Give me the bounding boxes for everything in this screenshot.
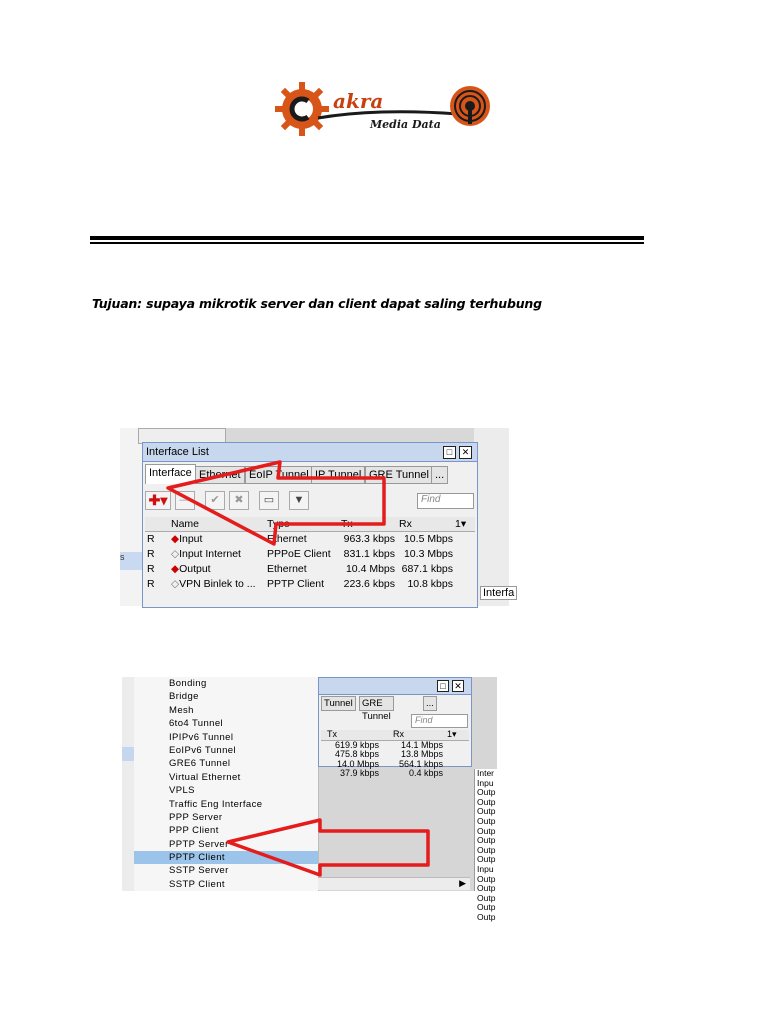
maximize-icon[interactable]: □ xyxy=(437,680,449,692)
menu-item[interactable]: EoIPv6 Tunnel xyxy=(169,744,236,756)
side-list-item[interactable]: Outp xyxy=(477,902,496,913)
row-type: Ethernet xyxy=(267,563,307,575)
row-rx: 564.1 kbps xyxy=(398,758,443,769)
tunnel-icon: ◇ xyxy=(171,548,180,560)
row-tx: 963.3 kbps xyxy=(343,533,395,545)
comment-button[interactable]: ▭ xyxy=(259,491,279,510)
row-tx: 223.6 kbps xyxy=(343,578,395,590)
side-list-item[interactable]: Outp xyxy=(477,806,496,817)
col-type[interactable]: Type xyxy=(267,518,290,530)
row-rx: 687.1 kbps xyxy=(401,563,453,575)
row-flag: R xyxy=(147,563,155,575)
find-input[interactable]: Find xyxy=(411,714,468,728)
side-list-item[interactable]: Outp xyxy=(477,815,496,826)
menu-item[interactable]: IPIPv6 Tunnel xyxy=(169,731,234,743)
disable-button[interactable]: ✖ xyxy=(229,491,249,510)
interface-list-screenshot xyxy=(120,428,515,606)
window-title-bar[interactable] xyxy=(319,678,471,695)
menu-item[interactable]: PPTP Client xyxy=(134,851,318,864)
row-name-text: Input Internet xyxy=(179,548,241,560)
svg-text:akra: akra xyxy=(333,89,384,113)
col-tx[interactable]: Tx xyxy=(327,729,337,739)
side-list-item[interactable]: Outp xyxy=(477,873,496,884)
tab-ethernet[interactable]: Ethernet xyxy=(195,466,245,484)
row-flag: R xyxy=(147,533,155,545)
side-interface-label: Interfa xyxy=(480,586,517,600)
scroll-right-icon[interactable]: ▶ xyxy=(459,878,466,888)
side-list-item[interactable]: Inpu xyxy=(477,777,494,788)
row-rx: 10.8 kbps xyxy=(407,578,453,590)
svg-text:Media Data: Media Data xyxy=(370,118,441,131)
table-row[interactable] xyxy=(145,562,475,577)
menu-item[interactable]: 6to4 Tunnel xyxy=(169,718,224,730)
interface-table xyxy=(321,730,469,779)
right-panel xyxy=(474,428,515,606)
table-row[interactable] xyxy=(145,532,475,547)
col-tx[interactable]: Tx xyxy=(341,518,353,530)
side-list-item[interactable]: Outp xyxy=(477,854,496,865)
window-title: Interface List xyxy=(146,446,209,458)
tab-gre-tunnel[interactable]: GRE Tunnel xyxy=(359,696,394,711)
col-more-dropdown[interactable]: 1▾ xyxy=(455,518,467,530)
side-list-item[interactable]: Inter xyxy=(477,768,495,778)
row-rx: 0.4 kbps xyxy=(408,768,443,778)
table-header xyxy=(145,517,475,532)
menu-item[interactable]: Virtual Ethernet xyxy=(169,771,241,783)
tab-gre-tunnel[interactable]: GRE Tunnel xyxy=(365,466,433,484)
col-name[interactable]: Name xyxy=(171,518,200,530)
side-list-item[interactable]: Outp xyxy=(477,835,496,846)
row-name xyxy=(171,532,265,547)
heading-rule-thick xyxy=(90,236,644,240)
menu-item[interactable]: GRE6 Tunnel xyxy=(169,758,231,770)
row-tx: 475.8 kbps xyxy=(334,749,379,759)
row-type: PPTP Client xyxy=(267,578,324,590)
menu-item[interactable]: Traffic Eng Interface xyxy=(169,798,263,810)
menu-item[interactable]: SSTP Client xyxy=(169,878,225,890)
remove-button[interactable]: — xyxy=(175,491,195,510)
side-list-item[interactable]: Outp xyxy=(477,825,496,836)
row-name xyxy=(171,562,265,577)
close-icon[interactable]: ✕ xyxy=(459,446,472,459)
row-type: PPPoE Client xyxy=(267,548,331,560)
side-list-item[interactable]: Inpu xyxy=(477,863,494,874)
ethernet-icon: ◆ xyxy=(171,533,180,545)
menu-item[interactable]: Mesh xyxy=(169,704,194,716)
row-rx: 10.3 Mbps xyxy=(403,548,453,560)
table-row[interactable] xyxy=(321,769,469,779)
add-button[interactable]: ✚▾ xyxy=(145,491,171,510)
heading-rule-thin xyxy=(90,242,644,244)
menu-item[interactable]: Bridge xyxy=(169,691,199,703)
horizontal-scrollbar[interactable] xyxy=(318,877,470,890)
row-flag: R xyxy=(147,548,155,560)
row-name xyxy=(171,547,265,562)
row-flag: R xyxy=(147,578,155,590)
row-tx: 37.9 kbps xyxy=(339,768,379,778)
left-panel xyxy=(122,677,134,891)
tab-more[interactable]: ... xyxy=(423,696,437,711)
col-rx[interactable]: Rx xyxy=(393,729,404,739)
tab-ip-tunnel[interactable]: IP Tunnel xyxy=(311,466,365,484)
table-row[interactable] xyxy=(145,547,475,562)
side-list-item[interactable]: Outp xyxy=(477,787,496,798)
filter-button[interactable]: ▼ xyxy=(289,491,309,510)
side-interface-list xyxy=(474,768,498,922)
menu-item[interactable]: Bonding xyxy=(169,678,207,689)
row-name-text: VPN Binlek to ... xyxy=(179,578,256,590)
left-panel xyxy=(120,428,143,606)
interface-list-window xyxy=(318,677,472,778)
side-list-item[interactable]: Outp xyxy=(477,796,496,807)
col-rx[interactable]: Rx xyxy=(399,518,412,530)
goal-text: Tujuan: supaya mikrotik server dan client dapat saling terhubung xyxy=(92,296,542,311)
close-icon[interactable]: ✕ xyxy=(452,680,464,692)
row-rx: 13.8 Mbps xyxy=(400,749,443,759)
cakra-media-data-logo xyxy=(278,78,498,140)
row-tx: 10.4 Mbps xyxy=(345,563,395,575)
row-name xyxy=(171,577,265,592)
col-more-dropdown[interactable]: 1▾ xyxy=(447,729,457,739)
row-name-text: Output xyxy=(179,563,211,575)
tab-eoip-tunnel[interactable]: EoIP Tunnel xyxy=(245,466,313,484)
menu-item[interactable]: PPP Server xyxy=(169,811,223,823)
toolbar xyxy=(143,489,477,511)
interface-list-window xyxy=(142,442,478,608)
left-highlight xyxy=(122,747,134,761)
row-name-text: Input xyxy=(179,533,203,545)
menu-item[interactable]: VPLS xyxy=(169,785,195,797)
interface-type-menu xyxy=(134,677,319,891)
tab-interface[interactable]: Interface xyxy=(145,464,196,484)
table-header xyxy=(321,730,469,741)
row-rx: 14.1 Mbps xyxy=(400,739,443,750)
tab-tunnel[interactable]: Tunnel xyxy=(321,696,356,711)
ethernet-icon: ◆ xyxy=(171,563,180,575)
interface-table xyxy=(145,517,475,592)
enable-button[interactable]: ✔ xyxy=(205,491,225,510)
row-tx: 14.0 Mbps xyxy=(336,758,379,769)
side-list-item[interactable]: Outp xyxy=(477,892,496,903)
menu-item[interactable]: SSTP Server xyxy=(169,865,229,877)
side-list-item[interactable]: Outp xyxy=(477,911,496,922)
menu-item[interactable]: PPTP Server xyxy=(169,838,229,850)
tab-more[interactable]: ... xyxy=(431,466,448,484)
side-list-item[interactable]: Outp xyxy=(477,844,496,855)
left-highlight: s xyxy=(120,552,142,570)
tab-strip xyxy=(143,463,477,483)
row-tx: 831.1 kbps xyxy=(343,548,395,560)
row-type: Ethernet xyxy=(267,533,307,545)
find-input[interactable]: Find xyxy=(417,493,474,509)
table-row[interactable] xyxy=(145,577,475,592)
menu-item[interactable]: PPP Client xyxy=(169,825,219,837)
side-list-item[interactable]: Outp xyxy=(477,883,496,894)
window-title-bar[interactable] xyxy=(143,443,477,462)
row-rx: 10.5 Mbps xyxy=(403,533,453,545)
maximize-icon[interactable]: □ xyxy=(443,446,456,459)
add-menu-screenshot xyxy=(122,677,497,922)
row-tx: 619.9 kbps xyxy=(334,739,379,750)
tunnel-icon: ◇ xyxy=(171,578,180,590)
